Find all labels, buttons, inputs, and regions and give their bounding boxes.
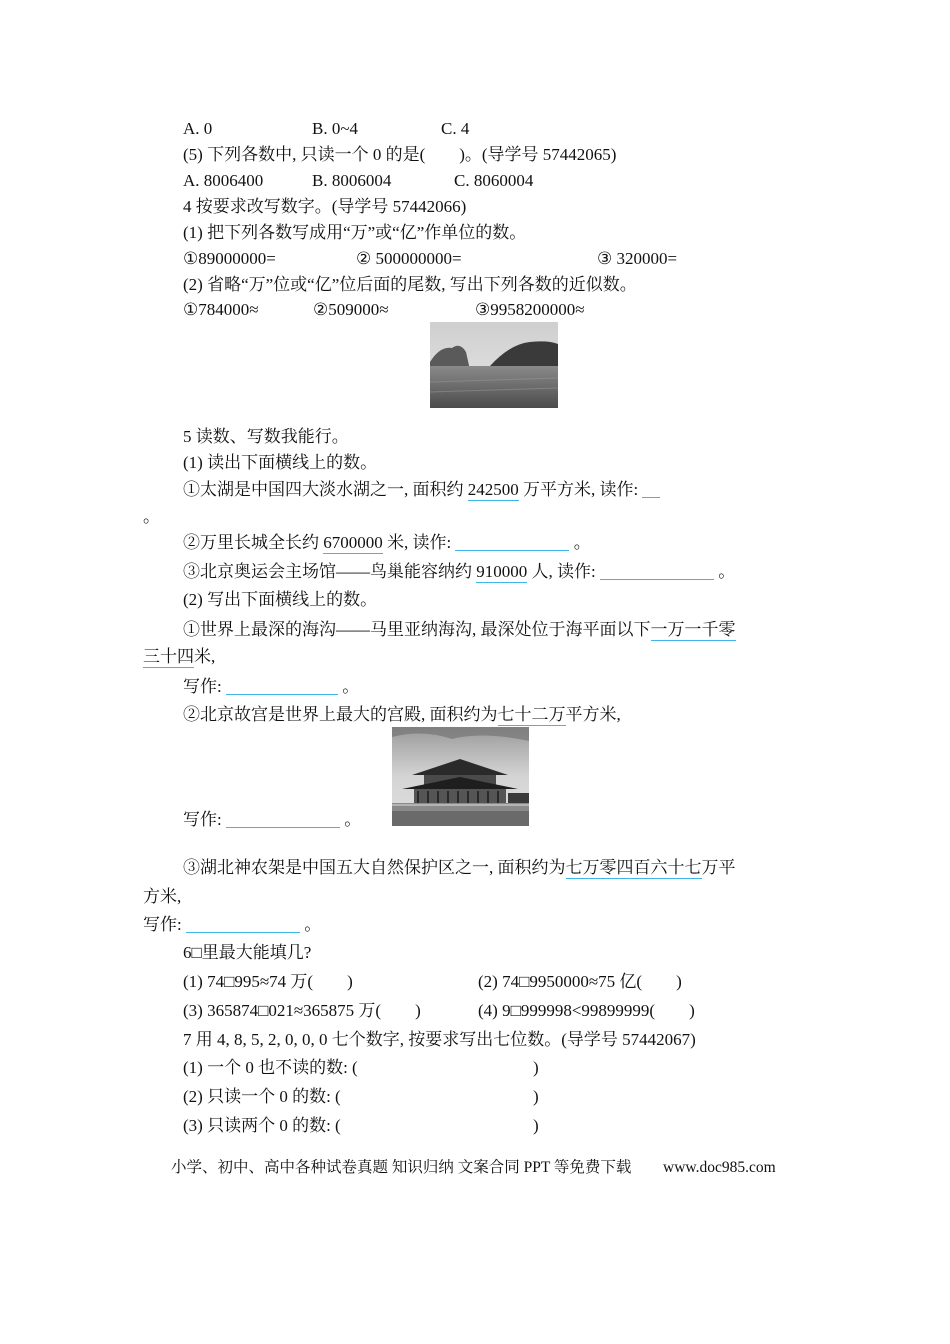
- q7-item-close: ): [533, 1058, 539, 1077]
- q5-read3: [183, 561, 735, 583]
- lake-photo: [430, 322, 558, 408]
- q5-write1-number-part1: 一万一千零: [650, 620, 736, 639]
- q5-read2-suffix: 米, 读作:: [387, 533, 452, 552]
- q5-read1-suffix: 万平方米, 读作:: [523, 480, 639, 499]
- q4-title: 4 按要求改写数字。(导学号 57442066): [183, 197, 467, 216]
- q5-write2-number: 七十二万: [497, 705, 566, 724]
- footer-text: 小学、初中、高中各种试卷真题 知识归纳 文案合同 PPT 等免费下载: [171, 1159, 632, 1176]
- q7-item-label: (1) 一个 0 也不读的数: (: [183, 1058, 358, 1077]
- q5-read1-end: 。: [143, 507, 160, 526]
- q4-part2-item: ③9958200000≈: [475, 300, 585, 319]
- q5-write3-prefix: ③湖北神农架是中国五大自然保护区之一, 面积约为: [183, 858, 566, 877]
- q6-item: (4) 9□999998<99899999( ): [478, 1001, 695, 1020]
- q5-write1-end: 。: [342, 677, 360, 696]
- q5-write1-suffix: 米,: [194, 647, 216, 666]
- q5-write3: [183, 857, 736, 879]
- q5-read1-answer-blank[interactable]: [642, 479, 660, 498]
- q5-write2-end: 。: [344, 810, 362, 829]
- q4-part1-item: ③ 320000=: [597, 249, 678, 268]
- q4-part1: (1) 把下列各数写成用“万”或“亿”作单位的数。: [183, 223, 527, 242]
- q5-write2-prefix: ②北京故宫是世界上最大的宫殿, 面积约为: [183, 705, 498, 724]
- q7-item-label: (2) 只读一个 0 的数: (: [183, 1087, 341, 1106]
- q3-sub5-option-c: C. 8060004: [454, 171, 534, 190]
- q6-title: 6□里最大能填几?: [183, 943, 312, 962]
- q5-write2-answer-blank[interactable]: [226, 809, 340, 828]
- q6-item: (2) 74□9950000≈75 亿( ): [478, 972, 682, 991]
- q4-part1-item: ①89000000=: [183, 249, 276, 268]
- q7-item-close: ): [533, 1116, 539, 1135]
- q4-part2-item: ②509000≈: [313, 300, 389, 319]
- q5-write1-label: 写作:: [183, 677, 222, 696]
- q6-item: (3) 365874□021≈365875 万( ): [183, 1001, 421, 1020]
- q4-part1-item: ② 500000000=: [356, 249, 462, 268]
- q5-write3-answer: [143, 914, 321, 936]
- q5-write2-suffix: 平方米,: [565, 705, 621, 724]
- q5-write1: [183, 619, 736, 641]
- q3-option-a: A. 0: [183, 119, 213, 138]
- q5-write3-end: 。: [304, 915, 322, 934]
- q5-write3-suffix: 万平: [701, 858, 736, 877]
- q4-part2-item: ①784000≈: [183, 300, 259, 319]
- q5-write1-line2: [143, 646, 215, 668]
- q5-write1-answer-blank[interactable]: [226, 676, 338, 695]
- q5-write2: [183, 704, 621, 726]
- q5-write3-line2: 方米,: [143, 887, 182, 906]
- q3-option-c: C. 4: [441, 119, 470, 138]
- q3-option-b: B. 0~4: [312, 119, 359, 138]
- q5-read3-suffix: 人, 读作:: [531, 562, 596, 581]
- q5-write2-answer: [183, 809, 361, 831]
- q3-sub5-option-b: B. 8006004: [312, 171, 392, 190]
- q5-read3-prefix: ③北京奥运会主场馆——鸟巢能容纳约: [183, 562, 472, 581]
- q5-read3-end: 。: [718, 562, 736, 581]
- q5-read2-prefix: ②万里长城全长约: [183, 533, 319, 552]
- q5-read3-number: 910000: [476, 562, 528, 581]
- q5-write3-label: 写作:: [143, 915, 182, 934]
- q5-read3-answer-blank[interactable]: [600, 561, 714, 580]
- q5-title: 5 读数、写数我能行。: [183, 427, 349, 446]
- q5-read1: [183, 479, 660, 501]
- q5-part1: (1) 读出下面横线上的数。: [183, 453, 378, 472]
- q5-read2: [183, 532, 591, 554]
- q5-part2: (2) 写出下面横线上的数。: [183, 590, 378, 609]
- q5-write3-number: 七万零四百六十七: [565, 858, 702, 877]
- q7-item-label: (3) 只读两个 0 的数: (: [183, 1116, 341, 1135]
- q7-title: 7 用 4, 8, 5, 2, 0, 0, 0 七个数字, 按要求写出七位数。(导学号 57442067): [183, 1030, 696, 1049]
- q5-read1-number: 242500: [467, 480, 519, 499]
- q3-sub5-text: (5) 下列各数中, 只读一个 0 的是( )。(导学号 57442065): [183, 145, 617, 164]
- q5-write1-prefix: ①世界上最深的海沟——马里亚纳海沟, 最深处位于海平面以下: [183, 620, 651, 639]
- q5-write1-answer: [183, 676, 359, 698]
- q5-read2-end: 。: [573, 533, 591, 552]
- q4-part2: (2) 省略“万”位或“亿”位后面的尾数, 写出下列各数的近似数。: [183, 275, 637, 294]
- footer-url[interactable]: www.doc985.com: [663, 1159, 776, 1176]
- q5-read1-prefix: ①太湖是中国四大淡水湖之一, 面积约: [183, 480, 464, 499]
- q6-item: (1) 74□995≈74 万( ): [183, 972, 353, 991]
- q5-write3-answer-blank[interactable]: [186, 914, 300, 933]
- q5-read2-answer-blank[interactable]: [455, 532, 569, 551]
- q3-sub5-option-a: A. 8006400: [183, 171, 264, 190]
- q5-write1-number-part2: 三十四: [143, 647, 194, 666]
- palace-photo: [392, 727, 529, 826]
- q5-write2-label: 写作:: [183, 810, 222, 829]
- q7-item-close: ): [533, 1087, 539, 1106]
- q5-read2-number: 6700000: [323, 533, 383, 552]
